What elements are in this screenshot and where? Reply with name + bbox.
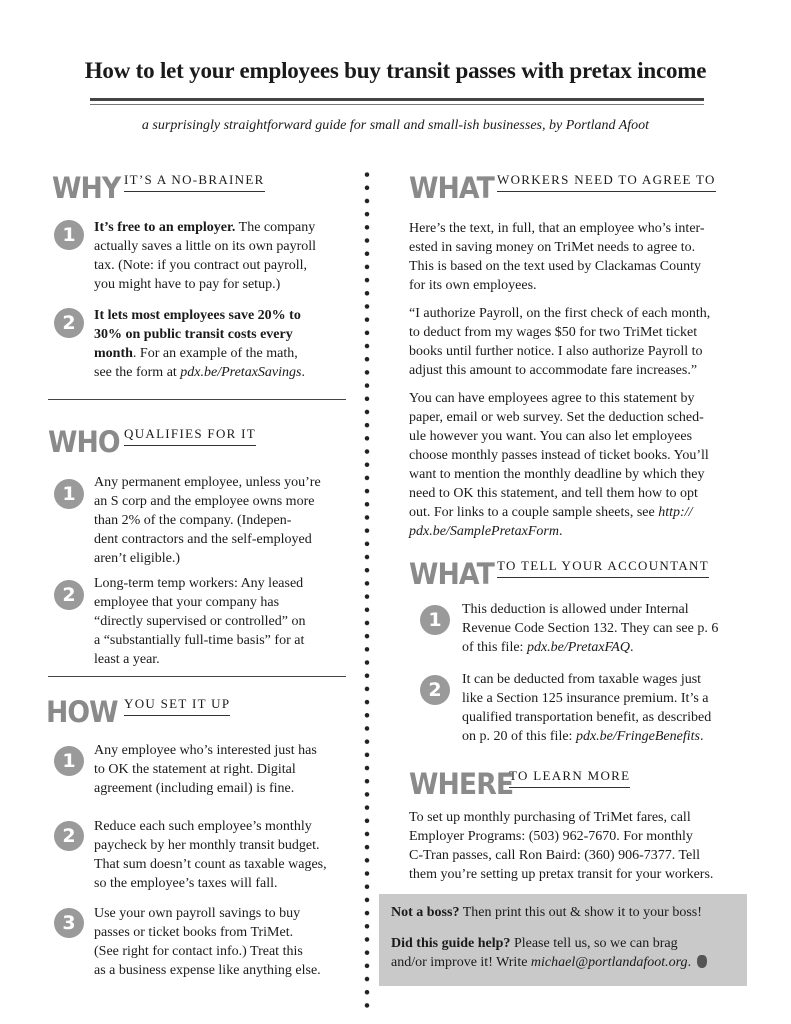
section-how-header (46, 694, 336, 730)
text-line: employee that your company has (94, 595, 280, 610)
number-badge: 1 (420, 605, 450, 635)
text-line: them you’re setting up pretax transit for your workers. (409, 867, 714, 882)
text-line: C-Tran passes, call Ron Baird: (360) 906-7377. Tell (409, 848, 701, 863)
text-line: “I authorize Payroll, on the first check of each month, (409, 306, 711, 321)
number-badge: 2 (54, 308, 84, 338)
number-badge: 1 (54, 746, 84, 776)
link-fringe-benefits[interactable]: pdx.be/FringeBenefits (575, 729, 700, 744)
text-line: It lets most employees save 20% to (94, 308, 301, 323)
text-line: a “substantially full-time basis” for at (94, 633, 305, 648)
text-line: see the form at (94, 365, 181, 380)
text-line: To set up monthly purchasing of TriMet fares, call (409, 810, 691, 825)
what-agree-details (409, 389, 754, 541)
text-line: . (558, 524, 563, 539)
text-line: as a business expense like anything else. (94, 963, 321, 978)
text-line: need to OK this statement, and tell them how to opt (409, 486, 698, 501)
subtitle: a surprisingly straightforward guide for small and small-ish businesses, by Portland Afoot (141, 118, 650, 133)
text-line: Long-term temp workers: Any leased (94, 576, 304, 591)
section-what-big: WHAT (409, 171, 494, 205)
text-line: This deduction is allowed under Internal (462, 602, 689, 617)
text-line: for its own employees. (409, 278, 537, 293)
email-link[interactable]: michael@portlandafoot.org (530, 955, 688, 970)
text-line: paycheck by her monthly transit budget. (94, 838, 320, 853)
section-where-header (409, 766, 749, 802)
number-badge: 2 (54, 580, 84, 610)
text-line: ested in saving money on TriMet needs to agree to. (409, 240, 696, 255)
section-where-big: WHERE (409, 767, 514, 801)
callout-bold-1: Not a boss? (391, 905, 460, 920)
title-rule (90, 98, 704, 101)
text-line: out. For links to a couple sample sheets, see (409, 505, 659, 520)
section-what-agree-subtitle: WORKERS NEED TO AGREE TO (497, 172, 716, 192)
section-who-header (48, 424, 338, 460)
title-rule-thin (90, 104, 704, 105)
number-badge: 1 (54, 220, 84, 250)
text-line: aren’t eligible.) (94, 551, 181, 566)
text-line: . (301, 365, 305, 380)
number-badge: 3 (54, 908, 84, 938)
link-pretax-faq[interactable]: pdx.be/PretaxFAQ (526, 640, 630, 655)
text-line: like a Section 125 insurance premium. It’s a (462, 691, 709, 706)
text-line: on p. 20 of this file: (462, 729, 576, 744)
text-line: Any permanent employee, unless you’re (94, 475, 321, 490)
text-line: you might have to pay for setup.) (94, 277, 281, 292)
text-line: an S corp and the employee owns more (94, 494, 315, 509)
link-sample-form-part1[interactable]: http:// (658, 505, 693, 520)
link-sample-form-part2[interactable]: pdx.be/SamplePretaxForm (409, 524, 559, 539)
text-line: . (699, 729, 704, 744)
text-line: Here’s the text, in full, that an employee who’s inter- (409, 221, 705, 236)
text-line: 30% on public transit costs every (94, 327, 293, 342)
text-line: Use your own payroll savings to buy (94, 906, 301, 921)
divider (48, 399, 346, 400)
link-pretax-savings[interactable]: pdx.be/PretaxSavings (180, 365, 302, 380)
text-line: Reduce each such employee’s monthly (94, 819, 312, 834)
authorization-quote (409, 304, 754, 380)
text-line: . For an example of the math, (132, 346, 298, 361)
text-line: least a year. (94, 652, 160, 667)
text-line: so the employee’s taxes will fall. (94, 876, 278, 891)
column-divider-dots (363, 168, 371, 1008)
text-line: month (94, 346, 133, 361)
text-line: (See right for contact info.) Treat this (94, 944, 303, 959)
section-how-big: HOW (46, 695, 118, 729)
section-who-subtitle: QUALIFIES FOR IT (124, 426, 256, 446)
text-line: Any employee who’s interested just has (94, 743, 317, 758)
section-what-accountant-subtitle: TO TELL YOUR ACCOUNTANT (497, 558, 709, 578)
text-line: adjust this amount to accommodate fare increases.” (409, 363, 698, 378)
section-what-agree-header (409, 170, 749, 206)
text-line: ule however you want. You can also let employees (409, 429, 693, 444)
section-what-accountant-header (409, 556, 749, 592)
text-line: qualified transportation benefit, as described (462, 710, 712, 725)
callout-bold-2: Did this guide help? (391, 936, 511, 951)
divider (48, 676, 346, 677)
callout-box (379, 894, 747, 986)
section-why-big: WHY (52, 171, 121, 205)
text-line: books until further notice. I also authorize Payroll to (409, 344, 703, 359)
text-line: and/or improve it! Write (391, 955, 531, 970)
text-line: “directly supervised or controlled” on (94, 614, 306, 629)
text-line: . (629, 640, 634, 655)
what-agree-intro (409, 219, 749, 295)
text-line: actually saves a little on its own payroll (94, 239, 317, 254)
section-why-subtitle: IT’S A NO-BRAINER (124, 172, 265, 192)
where-contact-info (409, 808, 754, 884)
text-line: passes or ticket books from TriMet. (94, 925, 294, 940)
text-line: Please tell us, so we can brag (510, 936, 678, 951)
text-line: choose monthly passes instead of ticket books. You’ll (409, 448, 709, 463)
text-line: This is based on the text used by Clackamas County (409, 259, 702, 274)
text-line: to deduct from my wages $50 for two TriMet ticket (409, 325, 698, 340)
footprint-icon (697, 955, 707, 968)
section-why-header (52, 170, 342, 206)
number-badge: 1 (54, 479, 84, 509)
text-line: That sum doesn’t count as taxable wages, (94, 857, 327, 872)
text-line: Employer Programs: (503) 962-7670. For monthly (409, 829, 693, 844)
text-line: paper, email or web survey. Set the deduction sched- (409, 410, 704, 425)
text-line: The company (235, 220, 316, 235)
section-who-big: WHO (48, 425, 120, 459)
text-line: of this file: (462, 640, 527, 655)
number-badge: 2 (54, 821, 84, 851)
text-line: to OK the statement at right. Digital (94, 762, 296, 777)
text-line: It can be deducted from taxable wages just (462, 672, 702, 687)
text-line: dent contractors and the self-employed (94, 532, 312, 547)
section-what-big: WHAT (409, 557, 494, 591)
section-how-subtitle: YOU SET IT UP (124, 696, 230, 716)
text-line: Revenue Code Section 132. They can see p. 6 (462, 621, 719, 636)
page-title: How to let your employees buy transit passes with pretax income (84, 58, 707, 83)
text-line: want to mention the monthly deadline by which they (409, 467, 705, 482)
why-item-1-bold: It’s free to an employer. (94, 220, 236, 235)
text-line: tax. (Note: if you contract out payroll, (94, 258, 308, 273)
text-line: Then print this out & show it to your boss! (459, 905, 702, 920)
text-line: You can have employees agree to this statement by (409, 391, 695, 406)
text-line: agreement (including email) is fine. (94, 781, 295, 796)
text-line: . (687, 955, 692, 970)
text-line: than 2% of the company. (Indepen- (94, 513, 292, 528)
number-badge: 2 (420, 675, 450, 705)
section-where-subtitle: TO LEARN MORE (509, 768, 630, 788)
